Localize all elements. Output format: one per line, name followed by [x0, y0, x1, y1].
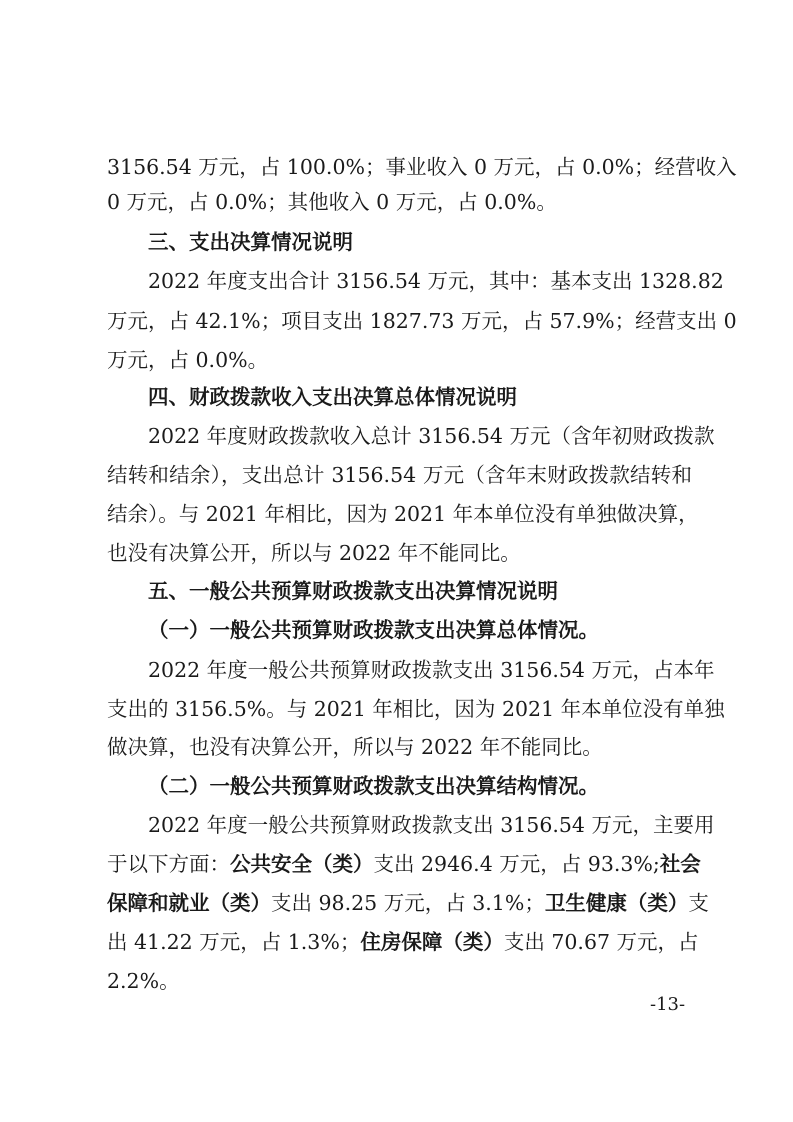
body-text-line: 做决算，也没有决算公开，所以与 2022 年不能同比。 [107, 735, 603, 759]
body-text-line: 万元，占 0.0%。 [107, 348, 269, 372]
text-run: 支 [688, 891, 709, 915]
section-heading-fiscal-appropriation: 四、财政拨款收入支出决算总体情况说明 [148, 385, 517, 409]
category-social-security-part: 社会 [659, 852, 701, 876]
text-run: 支出 2946.4 万元，占 93.3%; [373, 852, 660, 876]
body-text-line: 2022 年度财政拨款收入总计 3156.54 万元（含年初财政拨款 [148, 424, 715, 448]
body-text-line: 2022 年度支出合计 3156.54 万元，其中：基本支出 1328.82 [148, 269, 724, 293]
body-text-line: 结余）。与 2021 年相比，因为 2021 年本单位没有单独做决算， [107, 502, 699, 526]
body-text-line: 2022 年度一般公共预算财政拨款支出 3156.54 万元，占本年 [148, 658, 715, 682]
body-text-line: 万元，占 42.1%；项目支出 1827.73 万元，占 57.9%；经营支出 0 [107, 309, 737, 333]
body-text-line: 0 万元，占 0.0%；其他收入 0 万元，占 0.0%。 [107, 190, 557, 214]
text-run: 出 41.22 万元，占 1.3%； [107, 930, 361, 954]
body-text-line: 也没有决算公开，所以与 2022 年不能同比。 [107, 541, 521, 565]
body-text-line: 2022 年度一般公共预算财政拨款支出 3156.54 万元，主要用 [148, 813, 715, 837]
body-text-line: 支出的 3156.5%。与 2021 年相比，因为 2021 年本单位没有单独 [107, 697, 725, 721]
section-heading-expenditure: 三、支出决算情况说明 [148, 230, 353, 254]
body-text-line-mixed [107, 926, 699, 958]
body-text-line: 结转和结余），支出总计 3156.54 万元（含年末财政拨款结转和 [107, 463, 692, 487]
subsection-heading-overall: （一）一般公共预算财政拨款支出决算总体情况。 [148, 618, 599, 642]
category-public-security: 公共安全（类） [230, 852, 374, 876]
body-text-line: 3156.54 万元，占 100.0%；事业收入 0 万元，占 0.0%；经营收入 [107, 155, 737, 179]
category-health: 卫生健康（类） [544, 891, 689, 915]
body-text-line-mixed [107, 848, 701, 880]
category-housing: 住房保障（类） [360, 930, 504, 954]
text-run: 支出 70.67 万元，占 [503, 930, 699, 954]
subsection-heading-structure: （二）一般公共预算财政拨款支出决算结构情况。 [148, 774, 599, 798]
text-run: 支出 98.25 万元，占 3.1%； [271, 891, 545, 915]
category-social-security-employment: 保障和就业（类） [107, 891, 271, 915]
body-text-line: 2.2%。 [107, 969, 180, 993]
body-text-line-mixed [107, 887, 709, 919]
page-number: -13- [650, 994, 686, 1015]
section-heading-general-budget: 五、一般公共预算财政拨款支出决算情况说明 [148, 579, 558, 603]
text-run: 于以下方面： [107, 852, 230, 876]
